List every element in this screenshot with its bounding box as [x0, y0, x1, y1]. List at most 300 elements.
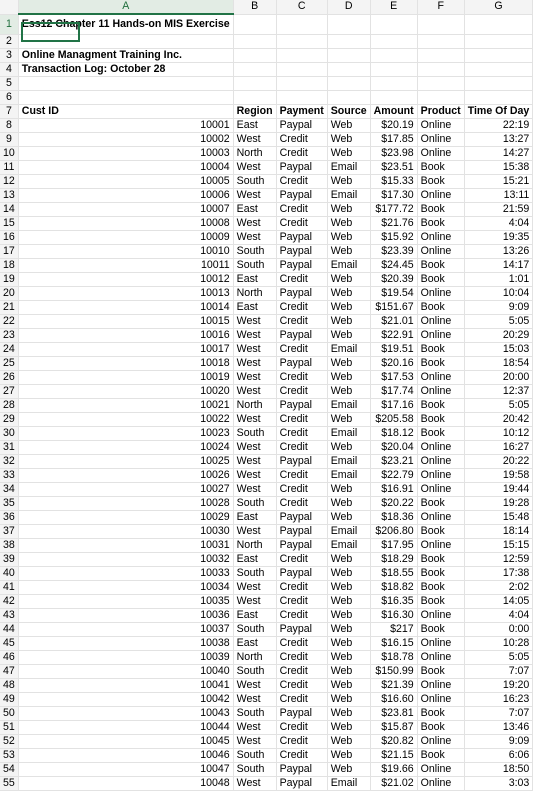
row-number[interactable]: 5: [0, 76, 18, 90]
cell-cust-id[interactable]: 10008: [18, 216, 233, 230]
header-time-of-day[interactable]: Time Of Day: [464, 104, 533, 118]
cell[interactable]: [370, 48, 417, 62]
cell-amount[interactable]: $20.82: [370, 734, 417, 748]
cell-payment[interactable]: Credit: [276, 482, 327, 496]
cell-region[interactable]: West: [233, 356, 276, 370]
cell-cust-id[interactable]: 10014: [18, 300, 233, 314]
cell-product[interactable]: Book: [417, 300, 464, 314]
cell-amount[interactable]: $15.87: [370, 720, 417, 734]
cell-source[interactable]: Web: [327, 762, 370, 776]
cell-amount[interactable]: $16.60: [370, 692, 417, 706]
cell-source[interactable]: Web: [327, 146, 370, 160]
cell-amount[interactable]: $17.95: [370, 538, 417, 552]
cell-time-of-day[interactable]: 2:02: [464, 580, 533, 594]
header-region[interactable]: Region: [233, 104, 276, 118]
cell[interactable]: [18, 76, 233, 90]
row-number[interactable]: 1: [0, 14, 18, 34]
cell-payment[interactable]: Credit: [276, 720, 327, 734]
cell-region[interactable]: East: [233, 636, 276, 650]
cell-time-of-day[interactable]: 20:29: [464, 328, 533, 342]
cell-product[interactable]: Book: [417, 426, 464, 440]
cell-source[interactable]: Web: [327, 552, 370, 566]
cell-payment[interactable]: Credit: [276, 412, 327, 426]
cell-time-of-day[interactable]: 18:50: [464, 762, 533, 776]
cell-source[interactable]: Web: [327, 132, 370, 146]
cell-source[interactable]: Web: [327, 314, 370, 328]
cell-time-of-day[interactable]: 14:05: [464, 594, 533, 608]
row-number[interactable]: 11: [0, 160, 18, 174]
cell-payment[interactable]: Credit: [276, 552, 327, 566]
row-number[interactable]: 41: [0, 580, 18, 594]
cell-source[interactable]: Web: [327, 412, 370, 426]
cell-cust-id[interactable]: 10045: [18, 734, 233, 748]
cell-time-of-day[interactable]: 7:07: [464, 706, 533, 720]
cell-source[interactable]: Web: [327, 608, 370, 622]
cell-region[interactable]: West: [233, 132, 276, 146]
cell-cust-id[interactable]: 10018: [18, 356, 233, 370]
cell-source[interactable]: Email: [327, 188, 370, 202]
cell-source[interactable]: Web: [327, 566, 370, 580]
column-header-a[interactable]: A: [18, 0, 233, 14]
cell-product[interactable]: Online: [417, 636, 464, 650]
cell[interactable]: [233, 14, 276, 34]
cell-payment[interactable]: Paypal: [276, 776, 327, 790]
company-cell[interactable]: Online Managment Training Inc.: [18, 48, 233, 62]
cell[interactable]: [464, 48, 533, 62]
cell-cust-id[interactable]: 10021: [18, 398, 233, 412]
cell-payment[interactable]: Credit: [276, 384, 327, 398]
cell-product[interactable]: Online: [417, 510, 464, 524]
column-header-f[interactable]: F: [417, 0, 464, 14]
cell-region[interactable]: West: [233, 328, 276, 342]
cell-amount[interactable]: $18.55: [370, 566, 417, 580]
cell-time-of-day[interactable]: 9:09: [464, 300, 533, 314]
cell-product[interactable]: Book: [417, 580, 464, 594]
row-number[interactable]: 15: [0, 216, 18, 230]
cell-amount[interactable]: $206.80: [370, 524, 417, 538]
cell-product[interactable]: Online: [417, 286, 464, 300]
cell-time-of-day[interactable]: 19:35: [464, 230, 533, 244]
cell-source[interactable]: Web: [327, 510, 370, 524]
cell[interactable]: [370, 90, 417, 104]
cell[interactable]: [276, 14, 327, 34]
cell-amount[interactable]: $16.15: [370, 636, 417, 650]
cell-product[interactable]: Online: [417, 370, 464, 384]
cell-time-of-day[interactable]: 10:12: [464, 426, 533, 440]
cell-region[interactable]: South: [233, 566, 276, 580]
cell-product[interactable]: Online: [417, 440, 464, 454]
cell-region[interactable]: West: [233, 412, 276, 426]
cell-region[interactable]: East: [233, 300, 276, 314]
cell[interactable]: [233, 76, 276, 90]
cell-product[interactable]: Online: [417, 538, 464, 552]
row-number[interactable]: 29: [0, 412, 18, 426]
cell-time-of-day[interactable]: 13:27: [464, 132, 533, 146]
cell-source[interactable]: Web: [327, 328, 370, 342]
row-number[interactable]: 54: [0, 762, 18, 776]
cell[interactable]: [327, 90, 370, 104]
cell-source[interactable]: Web: [327, 216, 370, 230]
cell-product[interactable]: Online: [417, 468, 464, 482]
cell-amount[interactable]: $20.39: [370, 272, 417, 286]
cell-source[interactable]: Email: [327, 454, 370, 468]
cell-time-of-day[interactable]: 19:58: [464, 468, 533, 482]
cell-cust-id[interactable]: 10043: [18, 706, 233, 720]
cell-payment[interactable]: Paypal: [276, 398, 327, 412]
cell[interactable]: [233, 90, 276, 104]
cell-cust-id[interactable]: 10044: [18, 720, 233, 734]
cell-region[interactable]: West: [233, 692, 276, 706]
cell-region[interactable]: South: [233, 762, 276, 776]
cell-cust-id[interactable]: 10006: [18, 188, 233, 202]
cell-time-of-day[interactable]: 15:38: [464, 160, 533, 174]
select-all-corner[interactable]: [0, 0, 18, 14]
cell-amount[interactable]: $205.58: [370, 412, 417, 426]
cell-cust-id[interactable]: 10023: [18, 426, 233, 440]
cell-product[interactable]: Book: [417, 496, 464, 510]
cell-payment[interactable]: Paypal: [276, 524, 327, 538]
header-payment[interactable]: Payment: [276, 104, 327, 118]
cell-time-of-day[interactable]: 10:28: [464, 636, 533, 650]
cell-amount[interactable]: $17.74: [370, 384, 417, 398]
cell[interactable]: [417, 76, 464, 90]
cell-region[interactable]: East: [233, 202, 276, 216]
column-header-c[interactable]: C: [276, 0, 327, 14]
row-number[interactable]: 4: [0, 62, 18, 76]
cell-time-of-day[interactable]: 15:48: [464, 510, 533, 524]
cell-payment[interactable]: Credit: [276, 314, 327, 328]
row-number[interactable]: 8: [0, 118, 18, 132]
cell[interactable]: [327, 48, 370, 62]
cell-region[interactable]: North: [233, 650, 276, 664]
cell-cust-id[interactable]: 10007: [18, 202, 233, 216]
cell-cust-id[interactable]: 10029: [18, 510, 233, 524]
cell-payment[interactable]: Paypal: [276, 566, 327, 580]
cell-amount[interactable]: $21.02: [370, 776, 417, 790]
cell-amount[interactable]: $16.30: [370, 608, 417, 622]
cell-region[interactable]: West: [233, 440, 276, 454]
cell-cust-id[interactable]: 10042: [18, 692, 233, 706]
cell-source[interactable]: Email: [327, 258, 370, 272]
row-number[interactable]: 10: [0, 146, 18, 160]
cell-product[interactable]: Online: [417, 454, 464, 468]
row-number[interactable]: 34: [0, 482, 18, 496]
cell-cust-id[interactable]: 10040: [18, 664, 233, 678]
cell-payment[interactable]: Credit: [276, 734, 327, 748]
cell-source[interactable]: Web: [327, 650, 370, 664]
cell-product[interactable]: Book: [417, 202, 464, 216]
cell-product[interactable]: Book: [417, 216, 464, 230]
cell-product[interactable]: Online: [417, 132, 464, 146]
cell-source[interactable]: Web: [327, 748, 370, 762]
cell-cust-id[interactable]: 10001: [18, 118, 233, 132]
cell-product[interactable]: Book: [417, 174, 464, 188]
cell-time-of-day[interactable]: 18:54: [464, 356, 533, 370]
cell-time-of-day[interactable]: 16:23: [464, 692, 533, 706]
cell-product[interactable]: Book: [417, 398, 464, 412]
cell-cust-id[interactable]: 10015: [18, 314, 233, 328]
cell-time-of-day[interactable]: 13:26: [464, 244, 533, 258]
cell[interactable]: [417, 48, 464, 62]
cell-payment[interactable]: Credit: [276, 636, 327, 650]
row-number[interactable]: 27: [0, 384, 18, 398]
row-number[interactable]: 49: [0, 692, 18, 706]
cell-amount[interactable]: $22.91: [370, 328, 417, 342]
cell-product[interactable]: Online: [417, 118, 464, 132]
cell-time-of-day[interactable]: 22:19: [464, 118, 533, 132]
cell-time-of-day[interactable]: 20:22: [464, 454, 533, 468]
cell-payment[interactable]: Credit: [276, 370, 327, 384]
cell-cust-id[interactable]: 10047: [18, 762, 233, 776]
cell-product[interactable]: Online: [417, 188, 464, 202]
cell-region[interactable]: West: [233, 230, 276, 244]
cell-region[interactable]: South: [233, 174, 276, 188]
cell-payment[interactable]: Paypal: [276, 356, 327, 370]
cell-product[interactable]: Online: [417, 734, 464, 748]
cell-time-of-day[interactable]: 18:14: [464, 524, 533, 538]
cell-amount[interactable]: $19.51: [370, 342, 417, 356]
cell-amount[interactable]: $150.99: [370, 664, 417, 678]
row-number[interactable]: 21: [0, 300, 18, 314]
cell-amount[interactable]: $20.19: [370, 118, 417, 132]
cell-cust-id[interactable]: 10016: [18, 328, 233, 342]
cell-payment[interactable]: Paypal: [276, 258, 327, 272]
cell[interactable]: [233, 62, 276, 76]
cell-amount[interactable]: $20.04: [370, 440, 417, 454]
cell-time-of-day[interactable]: 15:21: [464, 174, 533, 188]
cell-cust-id[interactable]: 10017: [18, 342, 233, 356]
cell-source[interactable]: Web: [327, 244, 370, 258]
cell-product[interactable]: Online: [417, 608, 464, 622]
cell-payment[interactable]: Credit: [276, 342, 327, 356]
row-number[interactable]: 12: [0, 174, 18, 188]
cell-source[interactable]: Email: [327, 426, 370, 440]
cell-source[interactable]: Web: [327, 706, 370, 720]
cell-time-of-day[interactable]: 10:04: [464, 286, 533, 300]
column-header-d[interactable]: D: [327, 0, 370, 14]
cell-product[interactable]: Online: [417, 482, 464, 496]
cell[interactable]: [18, 90, 233, 104]
row-number[interactable]: 37: [0, 524, 18, 538]
row-number[interactable]: 28: [0, 398, 18, 412]
cell[interactable]: [370, 14, 417, 34]
cell-payment[interactable]: Credit: [276, 440, 327, 454]
cell[interactable]: [233, 34, 276, 48]
cell-region[interactable]: West: [233, 314, 276, 328]
row-number[interactable]: 51: [0, 720, 18, 734]
cell-source[interactable]: Web: [327, 272, 370, 286]
cell-product[interactable]: Online: [417, 146, 464, 160]
cell-payment[interactable]: Credit: [276, 678, 327, 692]
cell-region[interactable]: West: [233, 524, 276, 538]
cell-cust-id[interactable]: 10039: [18, 650, 233, 664]
cell-source[interactable]: Email: [327, 160, 370, 174]
cell-amount[interactable]: $24.45: [370, 258, 417, 272]
cell-region[interactable]: West: [233, 384, 276, 398]
cell-source[interactable]: Web: [327, 482, 370, 496]
cell-cust-id[interactable]: 10035: [18, 594, 233, 608]
cell-source[interactable]: Email: [327, 776, 370, 790]
cell-time-of-day[interactable]: 14:17: [464, 258, 533, 272]
cell-region[interactable]: North: [233, 398, 276, 412]
cell-amount[interactable]: $217: [370, 622, 417, 636]
cell[interactable]: [464, 90, 533, 104]
cell-source[interactable]: Email: [327, 524, 370, 538]
cell-amount[interactable]: $16.91: [370, 482, 417, 496]
cell-region[interactable]: North: [233, 286, 276, 300]
cell-product[interactable]: Online: [417, 384, 464, 398]
cell-amount[interactable]: $15.92: [370, 230, 417, 244]
cell[interactable]: [327, 62, 370, 76]
cell-source[interactable]: Web: [327, 384, 370, 398]
cell-time-of-day[interactable]: 19:28: [464, 496, 533, 510]
cell-region[interactable]: West: [233, 370, 276, 384]
cell[interactable]: [276, 48, 327, 62]
cell-product[interactable]: Online: [417, 692, 464, 706]
cell-cust-id[interactable]: 10022: [18, 412, 233, 426]
cell-cust-id[interactable]: 10030: [18, 524, 233, 538]
cell-product[interactable]: Online: [417, 314, 464, 328]
cell-time-of-day[interactable]: 7:07: [464, 664, 533, 678]
cell-region[interactable]: West: [233, 454, 276, 468]
cell-product[interactable]: Book: [417, 566, 464, 580]
cell-source[interactable]: Web: [327, 118, 370, 132]
cell-product[interactable]: Book: [417, 720, 464, 734]
cell-time-of-day[interactable]: 12:59: [464, 552, 533, 566]
cell-time-of-day[interactable]: 0:00: [464, 622, 533, 636]
cell-payment[interactable]: Paypal: [276, 622, 327, 636]
cell-cust-id[interactable]: 10041: [18, 678, 233, 692]
cell-amount[interactable]: $17.30: [370, 188, 417, 202]
cell-region[interactable]: East: [233, 552, 276, 566]
cell[interactable]: [327, 14, 370, 34]
row-number[interactable]: 46: [0, 650, 18, 664]
cell-cust-id[interactable]: 10019: [18, 370, 233, 384]
cell-product[interactable]: Book: [417, 412, 464, 426]
cell-amount[interactable]: $18.82: [370, 580, 417, 594]
cell-time-of-day[interactable]: 19:44: [464, 482, 533, 496]
cell-product[interactable]: Online: [417, 244, 464, 258]
cell-amount[interactable]: $23.51: [370, 160, 417, 174]
row-number[interactable]: 16: [0, 230, 18, 244]
cell-payment[interactable]: Paypal: [276, 328, 327, 342]
cell-source[interactable]: Web: [327, 230, 370, 244]
cell-time-of-day[interactable]: 19:20: [464, 678, 533, 692]
cell-source[interactable]: Email: [327, 342, 370, 356]
row-number[interactable]: 47: [0, 664, 18, 678]
row-number[interactable]: 53: [0, 748, 18, 762]
cell-region[interactable]: West: [233, 580, 276, 594]
cell-source[interactable]: Web: [327, 636, 370, 650]
cell-cust-id[interactable]: 10004: [18, 160, 233, 174]
header-amount[interactable]: Amount: [370, 104, 417, 118]
cell-amount[interactable]: $23.98: [370, 146, 417, 160]
cell-cust-id[interactable]: 10038: [18, 636, 233, 650]
cell[interactable]: [327, 76, 370, 90]
cell-cust-id[interactable]: 10046: [18, 748, 233, 762]
cell-amount[interactable]: $17.16: [370, 398, 417, 412]
cell-region[interactable]: South: [233, 622, 276, 636]
cell-region[interactable]: West: [233, 160, 276, 174]
cell-payment[interactable]: Credit: [276, 608, 327, 622]
cell-product[interactable]: Online: [417, 678, 464, 692]
cell-cust-id[interactable]: 10024: [18, 440, 233, 454]
cell-time-of-day[interactable]: 5:05: [464, 314, 533, 328]
cell-payment[interactable]: Credit: [276, 272, 327, 286]
cell-cust-id[interactable]: 10003: [18, 146, 233, 160]
cell-payment[interactable]: Paypal: [276, 454, 327, 468]
cell-time-of-day[interactable]: 9:09: [464, 734, 533, 748]
cell-payment[interactable]: Credit: [276, 748, 327, 762]
cell[interactable]: [327, 34, 370, 48]
row-number[interactable]: 2: [0, 34, 18, 48]
cell[interactable]: [464, 62, 533, 76]
cell-region[interactable]: East: [233, 272, 276, 286]
cell-cust-id[interactable]: 10005: [18, 174, 233, 188]
title-cell[interactable]: Ess12 Chapter 11 Hands-on MIS Exercise: [18, 14, 233, 34]
cell-time-of-day[interactable]: 5:05: [464, 398, 533, 412]
cell-cust-id[interactable]: 10032: [18, 552, 233, 566]
cell-region[interactable]: South: [233, 748, 276, 762]
cell-region[interactable]: South: [233, 706, 276, 720]
header-product[interactable]: Product: [417, 104, 464, 118]
cell-payment[interactable]: Credit: [276, 496, 327, 510]
cell-source[interactable]: Web: [327, 580, 370, 594]
cell-source[interactable]: Web: [327, 356, 370, 370]
cell-amount[interactable]: $19.54: [370, 286, 417, 300]
cell-source[interactable]: Email: [327, 538, 370, 552]
cell-region[interactable]: North: [233, 538, 276, 552]
cell[interactable]: [370, 76, 417, 90]
cell-time-of-day[interactable]: 3:03: [464, 776, 533, 790]
cell-amount[interactable]: $23.21: [370, 454, 417, 468]
cell-amount[interactable]: $18.29: [370, 552, 417, 566]
cell-payment[interactable]: Credit: [276, 202, 327, 216]
cell-product[interactable]: Book: [417, 664, 464, 678]
cell-cust-id[interactable]: 10012: [18, 272, 233, 286]
row-number[interactable]: 17: [0, 244, 18, 258]
cell-region[interactable]: South: [233, 496, 276, 510]
cell-payment[interactable]: Paypal: [276, 244, 327, 258]
row-number[interactable]: 42: [0, 594, 18, 608]
cell-amount[interactable]: $15.33: [370, 174, 417, 188]
row-number[interactable]: 22: [0, 314, 18, 328]
cell-source[interactable]: Web: [327, 622, 370, 636]
column-header-g[interactable]: G: [464, 0, 533, 14]
row-number[interactable]: 9: [0, 132, 18, 146]
cell-region[interactable]: East: [233, 118, 276, 132]
header-cust-id[interactable]: Cust ID: [18, 104, 233, 118]
row-number[interactable]: 43: [0, 608, 18, 622]
cell-payment[interactable]: Credit: [276, 300, 327, 314]
cell-payment[interactable]: Paypal: [276, 286, 327, 300]
cell-amount[interactable]: $21.76: [370, 216, 417, 230]
row-number[interactable]: 55: [0, 776, 18, 790]
cell-source[interactable]: Web: [327, 734, 370, 748]
cell-cust-id[interactable]: 10013: [18, 286, 233, 300]
column-header-e[interactable]: E: [370, 0, 417, 14]
cell-region[interactable]: South: [233, 664, 276, 678]
cell-region[interactable]: South: [233, 258, 276, 272]
cell-source[interactable]: Web: [327, 370, 370, 384]
cell-cust-id[interactable]: 10027: [18, 482, 233, 496]
cell-region[interactable]: West: [233, 342, 276, 356]
cell-source[interactable]: Web: [327, 720, 370, 734]
cell[interactable]: [417, 34, 464, 48]
row-number[interactable]: 3: [0, 48, 18, 62]
column-header-b[interactable]: B: [233, 0, 276, 14]
cell-product[interactable]: Book: [417, 552, 464, 566]
